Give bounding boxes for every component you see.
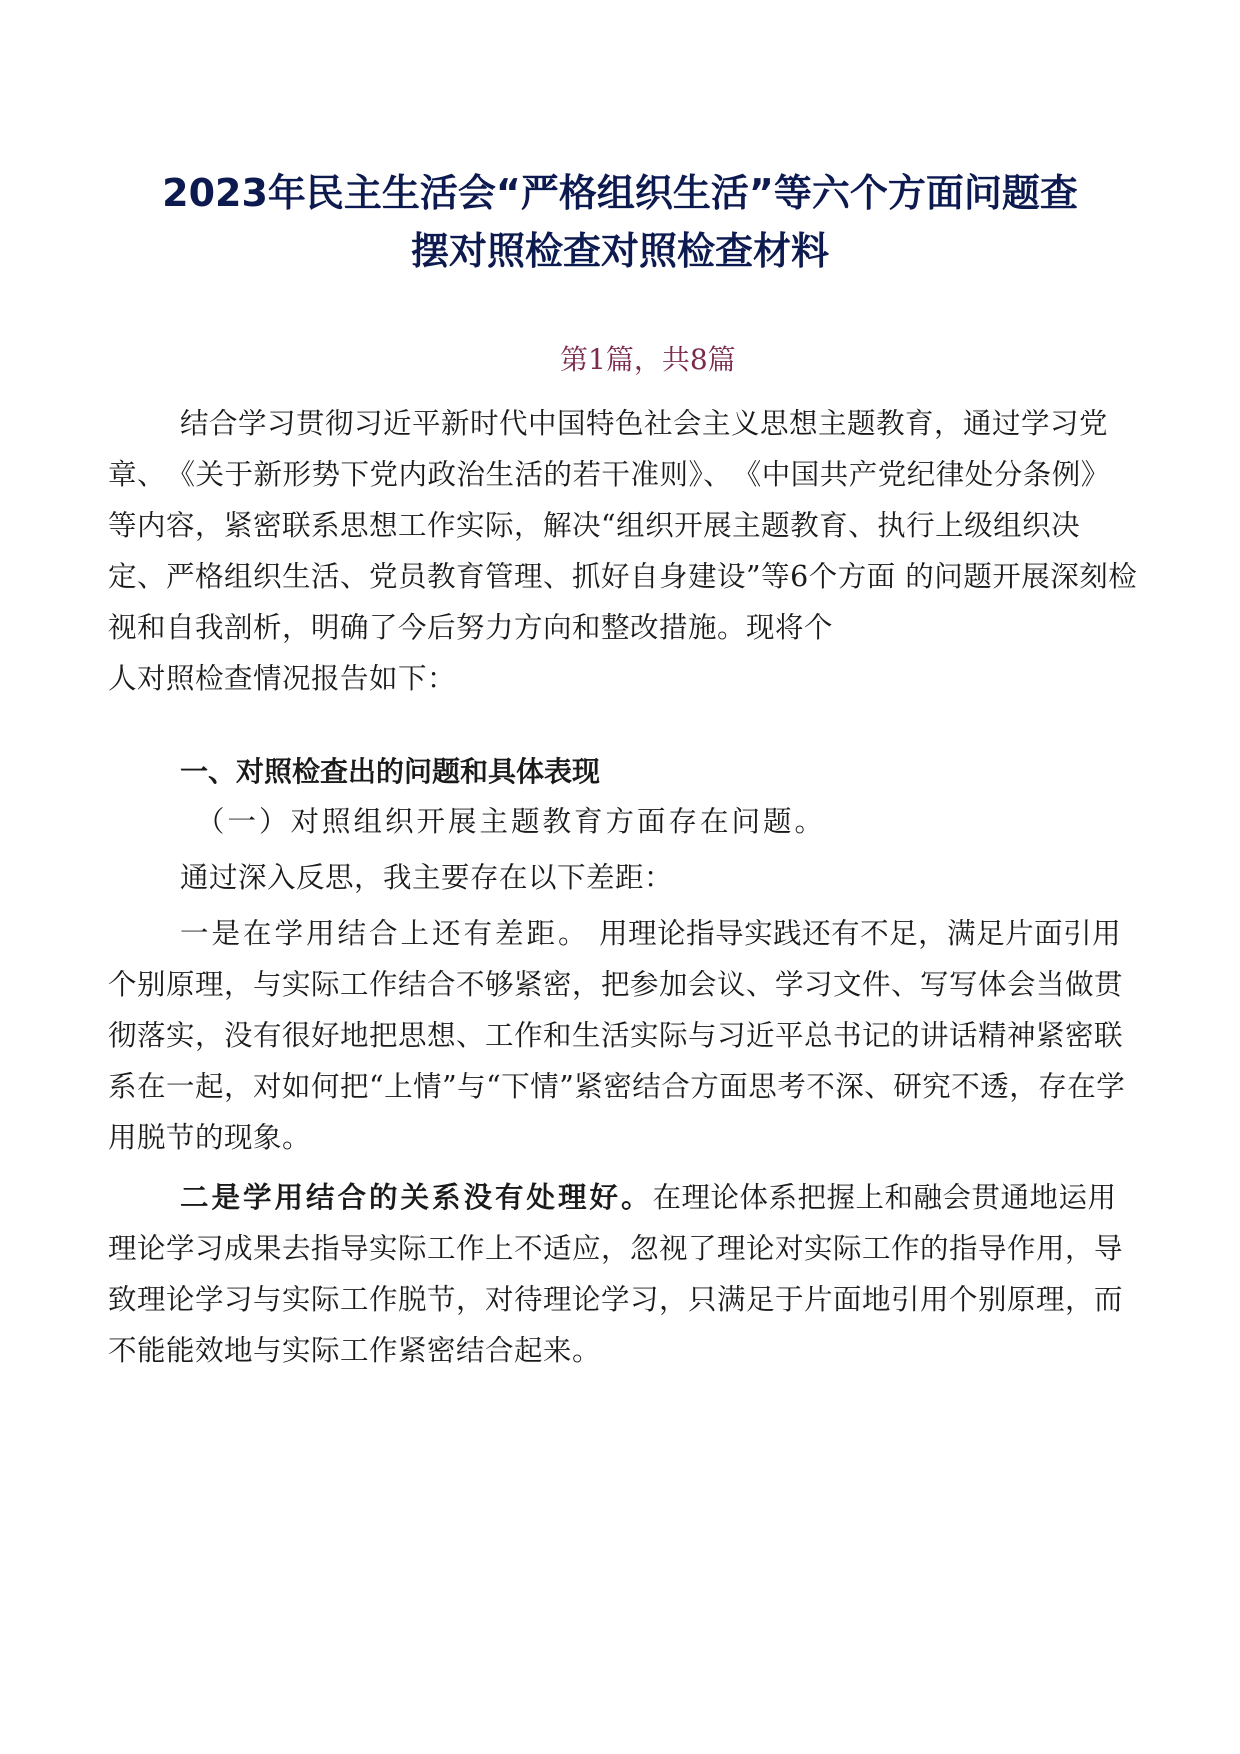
gap-intro-paragraph: 通过深入反思，我主要存在以下差距： <box>180 861 674 894</box>
intro-paragraph <box>108 398 1138 704</box>
point-two-body: 在理论体系把握上和融会贯通地运用理论学习成果去指导实际工作上不适应，忽视了理论对实际工作的指导作用，导致理论学习与实际工作脱节，对待理论学习，只满足于片面地引用个别原理，而不能能效地与实际工作紧密结合起来。 <box>108 1181 1124 1367</box>
title-line-2: 摆对照检查对照检查材料 <box>410 229 829 273</box>
section-heading: 一、对照检查出的问题和具体表现 <box>180 755 601 788</box>
document-title <box>100 164 1140 280</box>
point-one-paragraph <box>108 908 1138 1163</box>
intro-text-continued: 人对照检查情况报告如下： <box>108 662 457 695</box>
point-one-body: 用理论指导实践还有不足，满足片面引用个别原理，与实际工作结合不够紧密，把参加会议、学习文件、写写体会当做贯彻落实，没有很好地把思想、工作和生活实际与习近平总书记的讲话精神紧密联系在一起，对如何把“上情”与“下情”紧密结合方面思考不深、研究不透，存在学用脱节的现象。 <box>108 917 1126 1154</box>
point-one-lead: 一是在学用结合上还有差距。 <box>180 917 590 950</box>
part-indicator: 第1篇，共8篇 <box>560 343 736 376</box>
title-line-1: 2023年民主生活会“严格组织生活”等六个方面问题查 <box>162 171 1078 215</box>
point-two-lead: 二是学用结合的关系没有处理好。 <box>180 1180 653 1214</box>
subsection-heading: （一）对照组织开展主题教育方面存在问题。 <box>196 805 827 838</box>
intro-text: 结合学习贯彻习近平新时代中国特色社会主义思想主题教育，通过学习党章、 《关于新形势下党内政治生活的若干准则》、 《中国共产党纪律处分条例》等内容，紧密联系思想工作实际，解决“组织开展主题教育、执行上级组织决定、严格组织生活、党员教育管理、抓好自身建设”等6个方面 的问题开展深刻检视和自我剖析，明确了今后努力方向和整改措施。现将个 <box>108 407 1138 644</box>
point-two-paragraph <box>108 1172 1138 1376</box>
